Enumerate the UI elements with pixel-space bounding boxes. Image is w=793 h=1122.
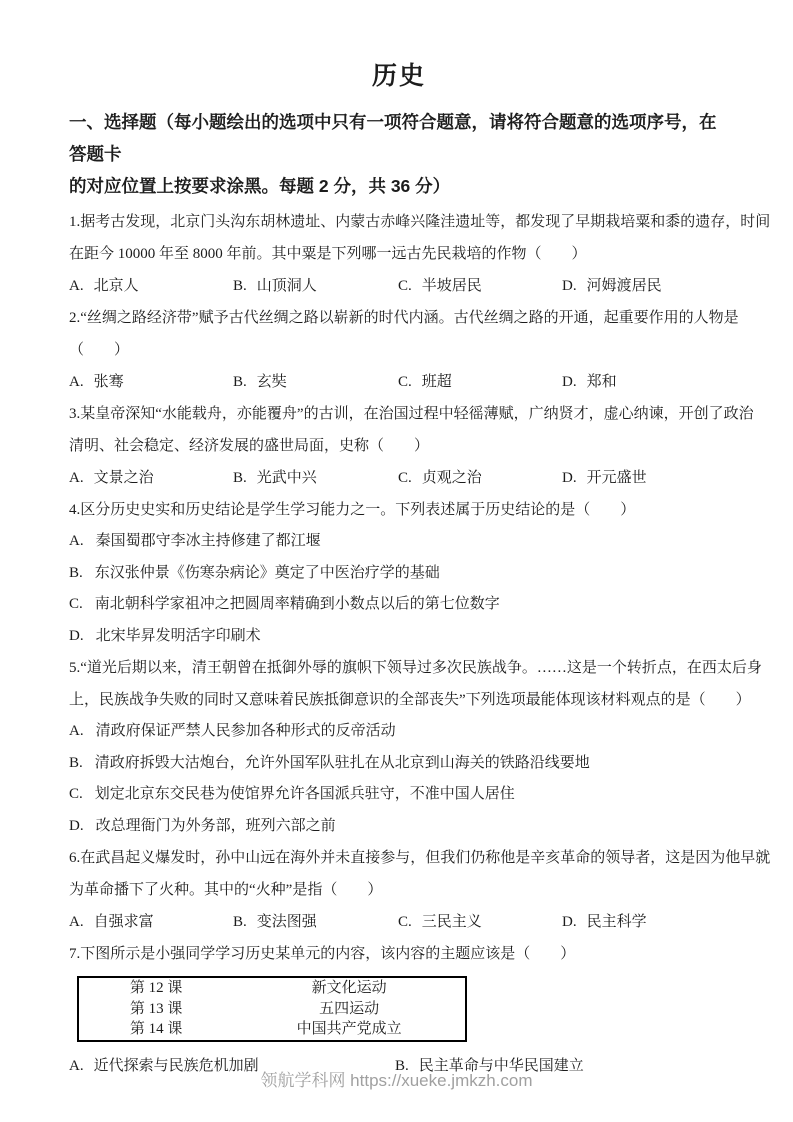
question-2-options-row — [69, 366, 729, 398]
lesson-title-cell: 新文化运动 — [311, 980, 387, 996]
question-4-text-line-1: 4.区分历史史实和历史结论是学生学习能力之一。下列表述属于历史结论的是（ ） — [69, 502, 636, 518]
question-4-option-b: B. 东汉张仲景《伤寒杂病论》奠定了中医治疗学的基础 — [69, 564, 440, 581]
question-6 — [69, 842, 771, 938]
question-3-option-b: B. 光武中兴 — [233, 470, 317, 486]
question-1 — [69, 206, 771, 302]
exam-document — [69, 56, 771, 1082]
question-3-text-line-1: 3.某皇帝深知“水能载舟，亦能覆舟”的古训，在治国过程中轻徭薄赋，广纳贤才，虚心纳谏，开创了政治 — [69, 406, 754, 422]
question-3-option-a: A. 文景之治 — [69, 470, 154, 486]
lesson-number-cell: 第 14 课 — [129, 1021, 183, 1037]
page-title: 历史 — [371, 62, 426, 90]
question-4-option-d: D. 北宋毕昇发明活字印刷术 — [69, 627, 261, 644]
section-heading — [69, 106, 729, 202]
question-2-option-d: D. 郑和 — [562, 374, 617, 390]
lesson-title-cell: 五四运动 — [319, 1000, 380, 1017]
question-4-option-a: A. 秦国蜀郡守李冰主持修建了都江堰 — [69, 533, 321, 549]
table-row — [78, 977, 466, 999]
table-row — [78, 1019, 466, 1041]
question-7-option-a: A. 近代探索与民族危机加剧 — [69, 1057, 259, 1074]
lesson-title-cell: 中国共产党成立 — [296, 1021, 402, 1037]
question-6-text-line-2: 为革命播下了火种。其中的“火种”是指（ ） — [69, 882, 383, 898]
question-1-text-line-1: 1.据考古发现，北京门头沟东胡林遗址、内蒙古赤峰兴隆洼遗址等，都发现了早期栽培粟和黍的遗存，时间 — [69, 214, 771, 230]
question-5-option-a: A. 清政府保证严禁人民参加各种形式的反帝活动 — [69, 723, 396, 739]
question-6-option-a: A. 自强求富 — [69, 914, 154, 930]
question-7 — [69, 938, 729, 1082]
section-heading-line-2: 的对应位置上按要求涂黑。每题 2 分，共 36 分） — [69, 176, 451, 196]
question-3 — [69, 398, 754, 494]
unit-lessons-table — [77, 976, 467, 1042]
question-3-options-row — [69, 462, 729, 494]
question-5-option-b: B. 清政府拆毁大沽炮台，允许外国军队驻扎在从北京到山海关的铁路沿线要地 — [69, 754, 590, 771]
question-5-text-line-2: 上，民族战争失败的同时又意味着民族抵御意识的全部丧失”下列选项最能体现该材料观点的是（ ） — [69, 692, 751, 708]
question-2-option-c: C. 班超 — [398, 374, 452, 390]
question-2-text-line-1: 2.“丝绸之路经济带”赋予古代丝绸之路以崭新的时代内涵。古代丝绸之路的开通，起重要作用的人物是 — [69, 310, 739, 326]
question-4-option-c: C. 南北朝科学家祖冲之把圆周率精确到小数点以后的第七位数字 — [69, 596, 500, 612]
question-6-option-c: C. 三民主义 — [398, 914, 482, 930]
question-2-option-a: A. 张骞 — [69, 374, 124, 390]
question-2-option-b: B. 玄奘 — [233, 374, 287, 390]
watermark: 领航学科网 https://xueke.jmkzh.com — [260, 1071, 533, 1090]
question-6-option-d: D. 民主科学 — [562, 914, 647, 930]
question-5-text-line-1: 5.“道光后期以来，清王朝曾在抵御外辱的旗帜下领导过多次民族战争。……这是一个转折点，在西太后身 — [69, 660, 762, 676]
question-6-text-line-1: 6.在武昌起义爆发时，孙中山远在海外并未直接参与，但我们仍称他是辛亥革命的领导者，这是因为他早就 — [69, 850, 771, 866]
question-5-option-c: C. 划定北京东交民巷为使馆界允许各国派兵驻守，不准中国人居住 — [69, 786, 515, 802]
question-5 — [69, 652, 762, 842]
question-1-text-line-2: 在距今 10000 年至 8000 年前。其中粟是下列哪一远古先民栽培的作物（ ） — [69, 246, 587, 262]
question-6-options-row — [69, 906, 729, 938]
question-4 — [69, 494, 729, 652]
question-7-text-line-1: 7.下图所示是小强同学学习历史某单元的内容，该内容的主题应该是（ ） — [69, 946, 576, 962]
question-1-options-row — [69, 270, 729, 302]
lesson-number-cell: 第 13 课 — [129, 1000, 183, 1017]
question-2 — [69, 302, 739, 398]
question-1-option-b: B. 山顶洞人 — [233, 278, 317, 294]
lesson-number-cell: 第 12 课 — [129, 980, 183, 996]
question-3-text-line-2: 清明、社会稳定、经济发展的盛世局面，史称（ ） — [69, 438, 430, 454]
question-6-option-b: B. 变法图强 — [233, 914, 317, 930]
question-3-option-c: C. 贞观之治 — [398, 470, 482, 486]
question-2-text-line-2: （ ） — [69, 342, 130, 358]
question-3-option-d: D. 开元盛世 — [562, 470, 647, 486]
question-7-option-b: B. 民主革命与中华民国建立 — [395, 1057, 584, 1074]
question-1-option-d: D. 河姆渡居民 — [562, 278, 662, 294]
question-1-option-c: C. 半坡居民 — [398, 278, 482, 294]
table-row — [78, 999, 466, 1020]
section-heading-line-1: 一、选择题（每小题绘出的选项中只有一项符合题意，请将符合题意的选项序号，在答题卡 — [69, 112, 717, 164]
question-5-option-d: D. 改总理衙门为外务部，班列六部之前 — [69, 817, 336, 834]
question-1-option-a: A. 北京人 — [69, 278, 139, 294]
